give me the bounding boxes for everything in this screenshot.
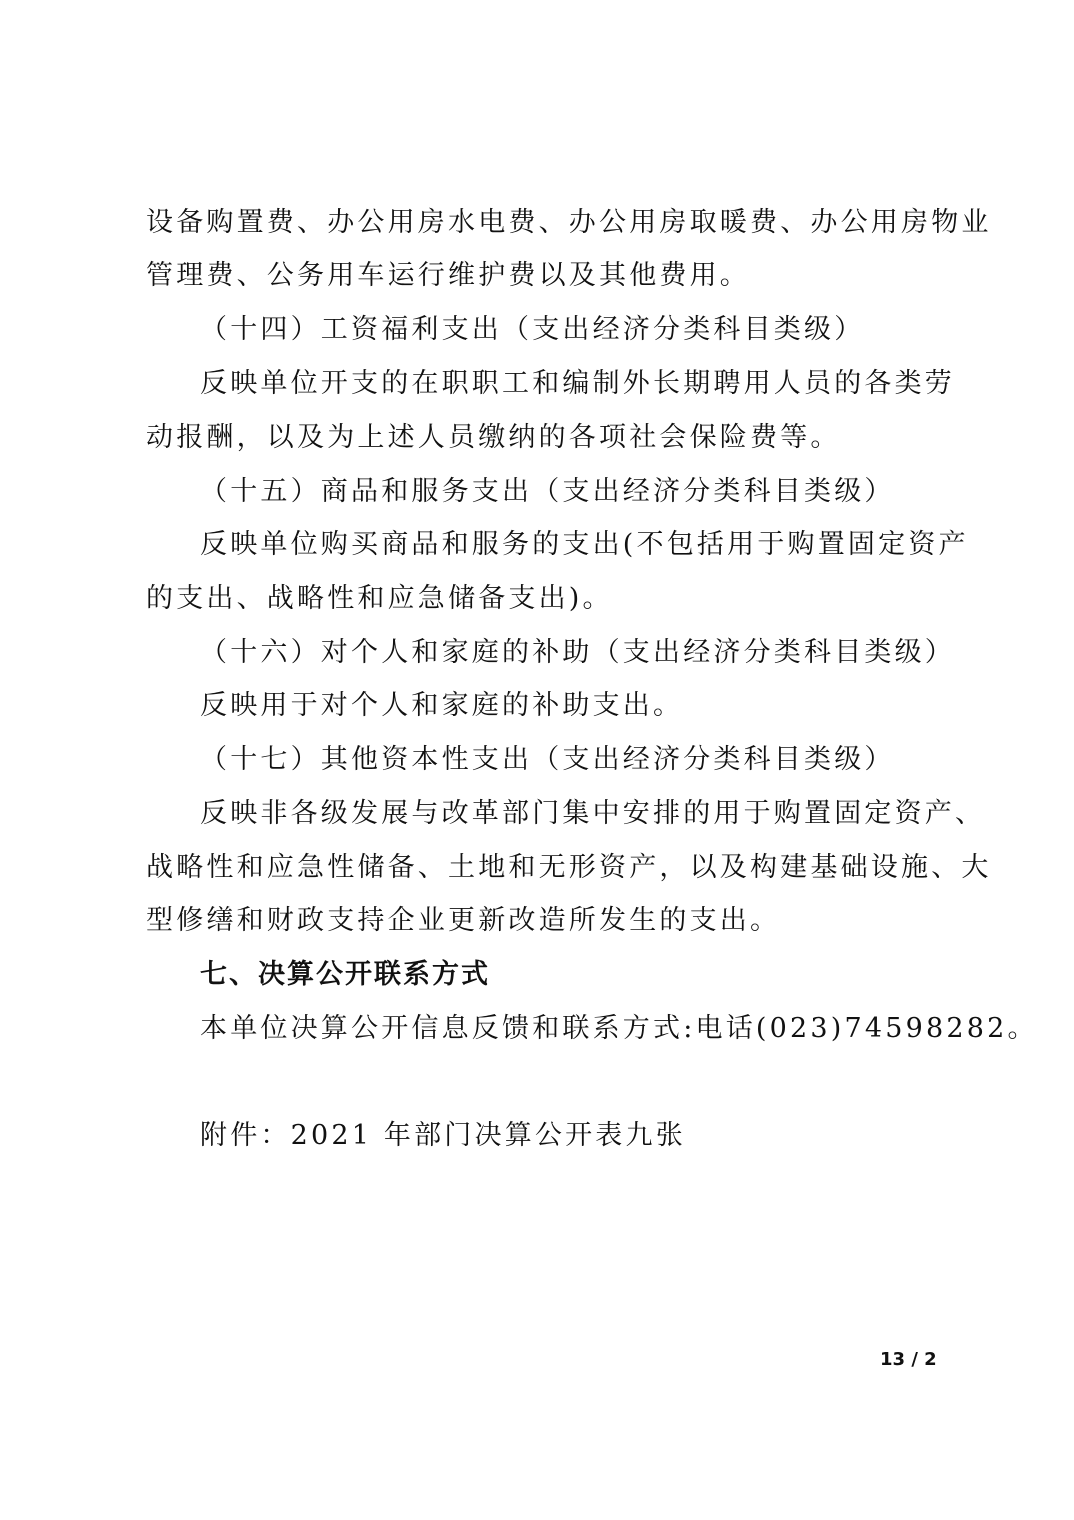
body-text-line: 反映用于对个人和家庭的补助支出。 <box>200 690 684 721</box>
body-text-line: 反映非各级发展与改革部门集中安排的用于购置固定资产、 <box>200 798 986 829</box>
body-text-line: 管理费、公务用车运行维护费以及其他费用。 <box>146 260 750 291</box>
section-heading-14: （十四）工资福利支出（支出经济分类科目类级） <box>200 314 865 345</box>
body-text-line: 设备购置费、办公用房水电费、办公用房取暖费、办公用房物业 <box>146 207 992 238</box>
section-heading-15: （十五）商品和服务支出（支出经济分类科目类级） <box>200 476 895 507</box>
body-text-line: 的支出、战略性和应急储备支出)。 <box>146 583 613 614</box>
body-text-line: 动报酬，以及为上述人员缴纳的各项社会保险费等。 <box>146 422 841 453</box>
contact-section-heading: 七、决算公开联系方式 <box>200 959 490 990</box>
body-text-line: 型修缮和财政支持企业更新改造所发生的支出。 <box>146 905 781 936</box>
attachment-line: 附件：2021 年部门决算公开表九张 <box>200 1120 686 1151</box>
body-text-line: 反映单位开支的在职职工和编制外长期聘用人员的各类劳 <box>200 368 955 399</box>
body-text-line: 战略性和应急性储备、土地和无形资产，以及构建基础设施、大 <box>146 852 992 883</box>
body-text-line: 反映单位购买商品和服务的支出(不包括用于购置固定资产 <box>200 529 969 560</box>
section-heading-17: （十七）其他资本性支出（支出经济分类科目类级） <box>200 744 895 775</box>
contact-info-line: 本单位决算公开信息反馈和联系方式:电话(023)74598282。 <box>200 1013 1038 1044</box>
page-number: 13 / 2 <box>880 1349 937 1370</box>
section-heading-16: （十六）对个人和家庭的补助（支出经济分类科目类级） <box>200 637 955 668</box>
